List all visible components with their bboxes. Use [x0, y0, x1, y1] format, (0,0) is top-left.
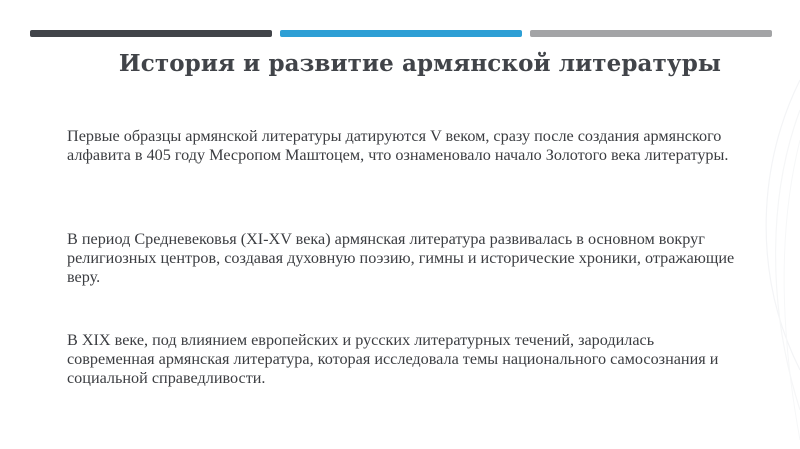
paragraph-middle-ages: В период Средневековья (XI-XV века) армянская литература развивалась в основном вокруг религиозных центров, создавая духовную поэзию, гимны и исторические хроники, отражающие веру.: [67, 230, 735, 286]
slide-title: История и развитие армянской литературы: [118, 50, 722, 77]
accent-bar-gray: [530, 30, 772, 37]
accent-bar-blue: [280, 30, 522, 37]
header-accent-bars: [30, 30, 772, 37]
accent-bar-dark: [30, 30, 272, 37]
paragraph-golden-age: Первые образцы армянской литературы датируются V веком, сразу после создания армянского алфавита в 405 году Месропом Маштоцем, что ознаменовало начало Золотого века литературы.: [67, 127, 729, 164]
paragraph-modern-era: В XIX веке, под влиянием европейских и русских литературных течений, зародилась современная армянская литература, которая исследовала темы национального самосознания и социальной справедливости.: [67, 331, 719, 387]
